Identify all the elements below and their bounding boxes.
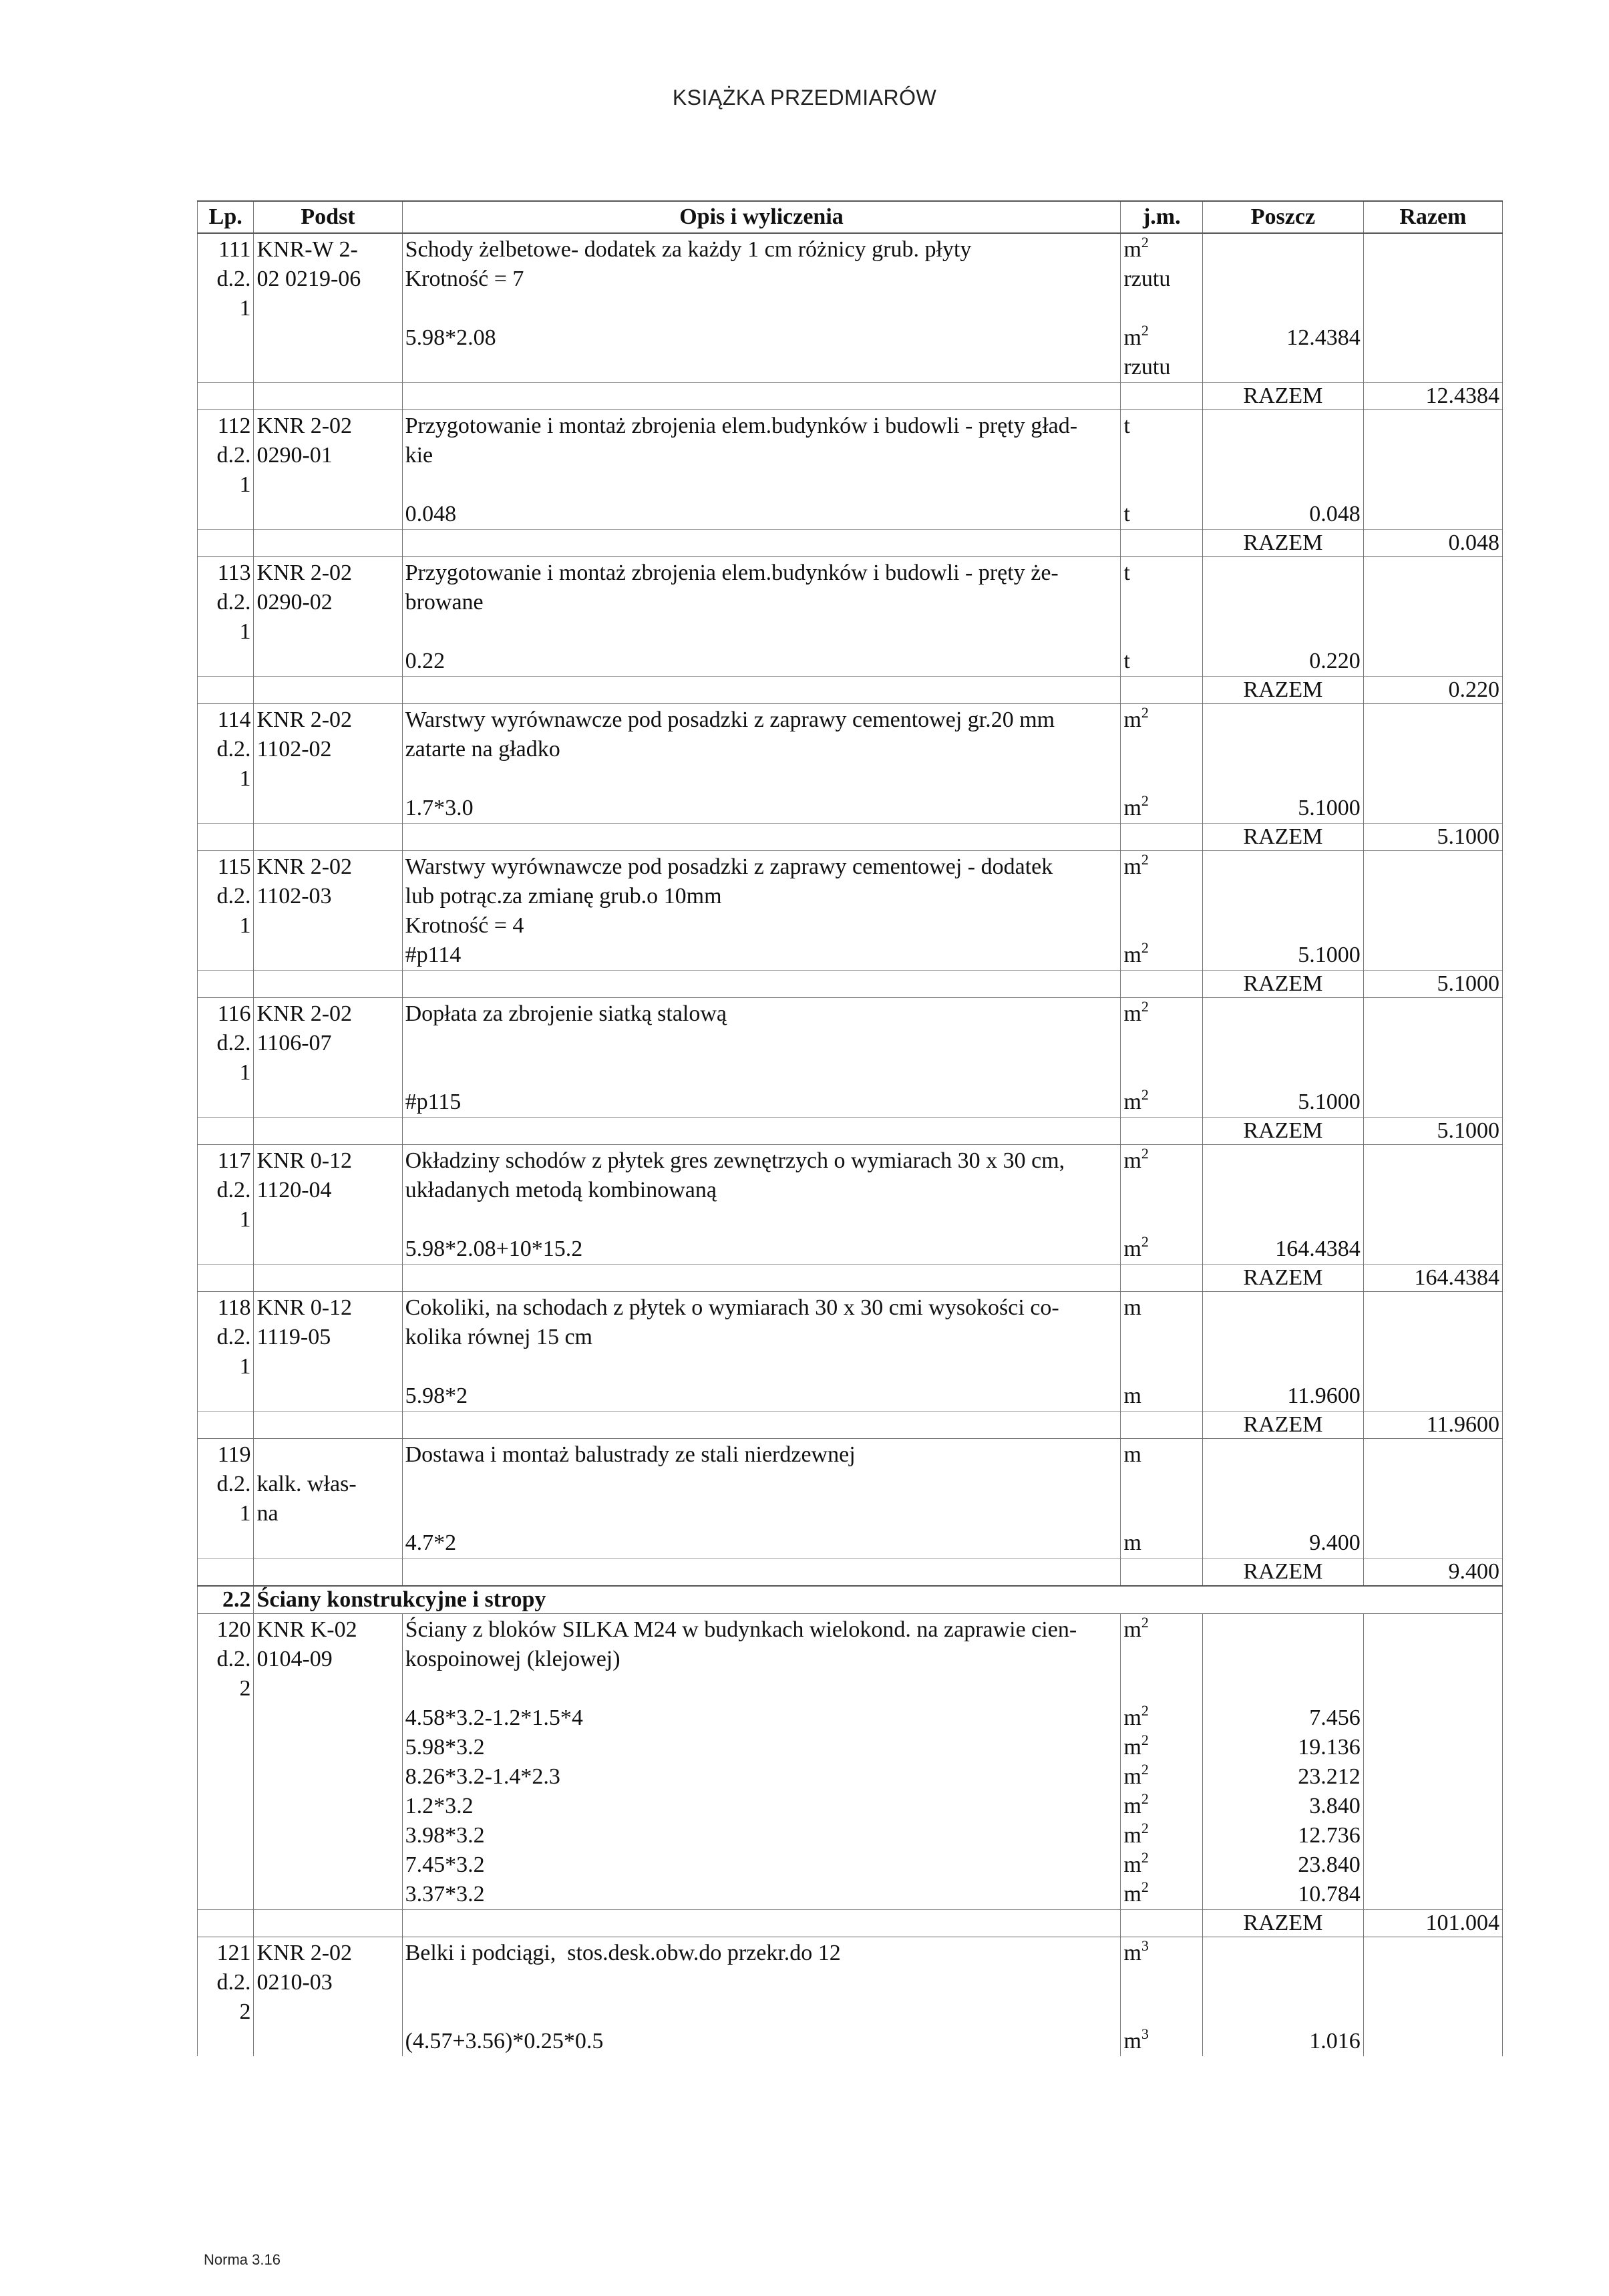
calc-expression: #p115 (402, 1088, 1121, 1118)
calc-jm: $m^2$ (1121, 1762, 1203, 1792)
position-poszcz-empty (1203, 410, 1364, 500)
position-opis: Ściany z bloków SILKA M24 w budynkach wielokond. na zaprawie cien- kospoinowej (klejowej) (402, 1614, 1121, 1704)
calc-value: 23.840 (1203, 1850, 1364, 1880)
razem-lp-empty (198, 530, 254, 557)
calc-value: 7.456 (1203, 1703, 1364, 1733)
position-poszcz-empty (1203, 1937, 1364, 2027)
page-header: KSIĄŻKA PRZEDMIARÓW (672, 86, 937, 110)
calc-row (198, 1235, 1503, 1265)
calc-podst-empty (254, 1528, 402, 1559)
calc-razem-empty (1363, 323, 1502, 383)
position-poszcz-empty (1203, 998, 1364, 1088)
razem-podst-empty (254, 1265, 402, 1292)
calc-row (198, 2027, 1503, 2056)
position-jm: $m^2$ (1121, 1145, 1203, 1235)
razem-value: 11.9600 (1363, 1412, 1502, 1439)
calc-lp-empty (198, 1792, 254, 1821)
calc-value: 3.840 (1203, 1792, 1364, 1821)
calc-jm: $m^3$ (1121, 2027, 1203, 2056)
position-razem-empty (1363, 557, 1502, 647)
calc-expression: 5.98*3.2 (402, 1733, 1121, 1762)
position-podstawa: KNR 2-02 0290-02 (254, 557, 402, 647)
razem-row (198, 1118, 1503, 1145)
calc-expression: 1.2*3.2 (402, 1792, 1121, 1821)
position-opis: Schody żelbetowe- dodatek za każdy 1 cm różnicy grub. płyty Krotność = 7 (402, 233, 1121, 323)
calc-razem-empty (1363, 1733, 1502, 1762)
calc-lp-empty (198, 1821, 254, 1850)
calc-jm: $m^2$ (1121, 1850, 1203, 1880)
razem-lp-empty (198, 1412, 254, 1439)
razem-opis-empty (402, 677, 1121, 704)
position-jm: m (1121, 1292, 1203, 1382)
calc-jm: t (1121, 647, 1203, 677)
calc-expression: 3.37*3.2 (402, 1880, 1121, 1910)
calc-lp-empty (198, 647, 254, 677)
position-jm: m (1121, 1439, 1203, 1529)
calc-lp-empty (198, 500, 254, 530)
calc-row (198, 1821, 1503, 1850)
razem-podst-empty (254, 1118, 402, 1145)
table-header-row (198, 201, 1503, 233)
calc-razem-empty (1363, 794, 1502, 824)
calc-podst-empty (254, 1703, 402, 1733)
calc-value: 5.1000 (1203, 941, 1364, 971)
position-podstawa: kalk. włas- na (254, 1439, 402, 1529)
calc-razem-empty (1363, 1528, 1502, 1559)
position-poszcz-empty (1203, 557, 1364, 647)
position-poszcz-empty (1203, 1145, 1364, 1235)
calc-value: 5.1000 (1203, 794, 1364, 824)
calc-value: 11.9600 (1203, 1381, 1364, 1412)
position-opis: Dopłata za zbrojenie siatką stalową (402, 998, 1121, 1088)
calc-expression: 1.7*3.0 (402, 794, 1121, 824)
position-opis: Okładziny schodów z płytek gres zewnętrzych o wymiarach 30 x 30 cm, układanych metodą kombinowaną (402, 1145, 1121, 1235)
table-body-section-header (198, 1586, 1503, 1614)
calc-lp-empty (198, 1733, 254, 1762)
position-razem-empty (1363, 1937, 1502, 2027)
calc-jm: $m^2$ (1121, 794, 1203, 824)
calc-razem-empty (1363, 1821, 1502, 1850)
razem-label: RAZEM (1203, 1118, 1364, 1145)
position-lp: 114 d.2. 1 (198, 704, 254, 794)
calc-row (198, 1528, 1503, 1559)
position-lp: 112 d.2. 1 (198, 410, 254, 500)
position-razem-empty (1363, 233, 1502, 323)
calc-podst-empty (254, 323, 402, 383)
col-header-poszcz: Poszcz (1203, 201, 1364, 233)
position-row (198, 851, 1503, 941)
position-row (198, 1439, 1503, 1529)
razem-podst-empty (254, 1412, 402, 1439)
razem-label: RAZEM (1203, 1910, 1364, 1937)
position-jm: t (1121, 410, 1203, 500)
calc-row (198, 1381, 1503, 1412)
calc-razem-empty (1363, 1850, 1502, 1880)
razem-opis-empty (402, 1559, 1121, 1587)
razem-lp-empty (198, 1265, 254, 1292)
razem-lp-empty (198, 677, 254, 704)
calc-podst-empty (254, 2027, 402, 2056)
calc-value: 0.220 (1203, 647, 1364, 677)
position-lp: 116 d.2. 1 (198, 998, 254, 1088)
calc-row (198, 323, 1503, 383)
razem-podst-empty (254, 824, 402, 851)
razem-jm-empty (1121, 1118, 1203, 1145)
position-razem-empty (1363, 1292, 1502, 1382)
calc-expression: 4.7*2 (402, 1528, 1121, 1559)
calc-expression: 3.98*3.2 (402, 1821, 1121, 1850)
position-row (198, 557, 1503, 647)
razem-opis-empty (402, 1910, 1121, 1937)
position-razem-empty (1363, 851, 1502, 941)
position-jm: $m^2$ (1121, 1614, 1203, 1704)
calc-value: 1.016 (1203, 2027, 1364, 2056)
razem-jm-empty (1121, 1910, 1203, 1937)
position-razem-empty (1363, 998, 1502, 1088)
razem-podst-empty (254, 530, 402, 557)
position-razem-empty (1363, 704, 1502, 794)
razem-row (198, 1910, 1503, 1937)
position-row (198, 1937, 1503, 2027)
position-opis: Belki i podciągi, stos.desk.obw.do przekr.do 12 (402, 1937, 1121, 2027)
calc-lp-empty (198, 1381, 254, 1412)
position-lp: 119 d.2. 1 (198, 1439, 254, 1529)
razem-row (198, 383, 1503, 410)
position-podstawa: KNR 2-02 0290-01 (254, 410, 402, 500)
position-opis: Cokoliki, na schodach z płytek o wymiarach 30 x 30 cmi wysokości co- kolika równej 15 cm (402, 1292, 1121, 1382)
position-poszcz-empty (1203, 1439, 1364, 1529)
position-jm: $m^2$ (1121, 998, 1203, 1088)
position-poszcz-empty (1203, 1614, 1364, 1704)
razem-row (198, 530, 1503, 557)
calc-row (198, 1733, 1503, 1762)
calc-row (198, 1088, 1503, 1118)
position-jm: t (1121, 557, 1203, 647)
calc-value: 5.1000 (1203, 1088, 1364, 1118)
razem-label: RAZEM (1203, 971, 1364, 998)
calc-podst-empty (254, 647, 402, 677)
razem-podst-empty (254, 1559, 402, 1587)
calc-expression: 5.98*2.08 (402, 323, 1121, 383)
calc-lp-empty (198, 1528, 254, 1559)
position-lp: 111 d.2. 1 (198, 233, 254, 323)
razem-row (198, 1412, 1503, 1439)
col-header-opis: Opis i wyliczenia (402, 201, 1121, 233)
col-header-lp: Lp. (198, 201, 254, 233)
position-razem-empty (1363, 1439, 1502, 1529)
calc-lp-empty (198, 794, 254, 824)
razem-jm-empty (1121, 971, 1203, 998)
calc-jm: $m^2$ (1121, 1792, 1203, 1821)
razem-row (198, 1265, 1503, 1292)
calc-jm: $m^2$ (1121, 941, 1203, 971)
razem-label: RAZEM (1203, 677, 1364, 704)
razem-opis-empty (402, 383, 1121, 410)
calc-podst-empty (254, 1850, 402, 1880)
razem-opis-empty (402, 530, 1121, 557)
razem-jm-empty (1121, 1265, 1203, 1292)
calc-podst-empty (254, 1762, 402, 1792)
position-razem-empty (1363, 1145, 1502, 1235)
razem-label: RAZEM (1203, 1265, 1364, 1292)
position-opis: Dostawa i montaż balustrady ze stali nierdzewnej (402, 1439, 1121, 1529)
position-lp: 117 d.2. 1 (198, 1145, 254, 1235)
razem-opis-empty (402, 1265, 1121, 1292)
calc-row (198, 647, 1503, 677)
razem-row (198, 824, 1503, 851)
position-podstawa: KNR 0-12 1120-04 (254, 1145, 402, 1235)
position-row (198, 233, 1503, 323)
razem-value: 5.1000 (1363, 1118, 1502, 1145)
position-lp: 115 d.2. 1 (198, 851, 254, 941)
position-lp: 113 d.2. 1 (198, 557, 254, 647)
calc-jm: m (1121, 1381, 1203, 1412)
razem-jm-empty (1121, 383, 1203, 410)
calc-value: 164.4384 (1203, 1235, 1364, 1265)
razem-podst-empty (254, 1910, 402, 1937)
razem-value: 0.220 (1363, 677, 1502, 704)
razem-value: 5.1000 (1363, 824, 1502, 851)
position-poszcz-empty (1203, 233, 1364, 323)
razem-lp-empty (198, 824, 254, 851)
calc-expression: 0.048 (402, 500, 1121, 530)
razem-label: RAZEM (1203, 824, 1364, 851)
razem-row (198, 677, 1503, 704)
calc-jm: m (1121, 1528, 1203, 1559)
razem-lp-empty (198, 1559, 254, 1587)
position-row (198, 1145, 1503, 1235)
calc-row (198, 500, 1503, 530)
position-podstawa: KNR 2-02 1102-03 (254, 851, 402, 941)
position-podstawa: KNR K-02 0104-09 (254, 1614, 402, 1704)
table-body-section-2 (198, 1614, 1503, 2057)
calc-podst-empty (254, 1792, 402, 1821)
razem-opis-empty (402, 824, 1121, 851)
position-jm: $m^2$ (1121, 851, 1203, 941)
position-opis: Warstwy wyrównawcze pod posadzki z zaprawy cementowej gr.20 mm zatarte na gładko (402, 704, 1121, 794)
position-podstawa: KNR 2-02 0210-03 (254, 1937, 402, 2027)
calc-expression: 0.22 (402, 647, 1121, 677)
calc-row (198, 1792, 1503, 1821)
razem-value: 9.400 (1363, 1559, 1502, 1587)
razem-podst-empty (254, 971, 402, 998)
razem-jm-empty (1121, 824, 1203, 851)
calc-jm: $m^2$ (1121, 1880, 1203, 1910)
calc-razem-empty (1363, 1703, 1502, 1733)
razem-value: 164.4384 (1363, 1265, 1502, 1292)
calc-value: 10.784 (1203, 1880, 1364, 1910)
position-row (198, 1292, 1503, 1382)
calc-razem-empty (1363, 1088, 1502, 1118)
calc-value: 12.736 (1203, 1821, 1364, 1850)
razem-label: RAZEM (1203, 1412, 1364, 1439)
calc-jm: $m^2$ (1121, 1088, 1203, 1118)
calc-podst-empty (254, 794, 402, 824)
razem-row (198, 1559, 1503, 1587)
position-row (198, 410, 1503, 500)
calc-lp-empty (198, 941, 254, 971)
razem-podst-empty (254, 677, 402, 704)
calc-jm: $m^2$ (1121, 1703, 1203, 1733)
calc-lp-empty (198, 2027, 254, 2056)
calc-razem-empty (1363, 1762, 1502, 1792)
razem-label: RAZEM (1203, 1559, 1364, 1587)
razem-jm-empty (1121, 530, 1203, 557)
calc-value: 0.048 (1203, 500, 1364, 530)
calc-jm: $m^2$ (1121, 1235, 1203, 1265)
position-poszcz-empty (1203, 851, 1364, 941)
calc-value: 23.212 (1203, 1762, 1364, 1792)
calc-lp-empty (198, 1088, 254, 1118)
calc-row (198, 1703, 1503, 1733)
razem-row (198, 971, 1503, 998)
calc-podst-empty (254, 500, 402, 530)
position-opis: Przygotowanie i montaż zbrojenia elem.budynków i budowli - pręty gład- kie (402, 410, 1121, 500)
calc-row (198, 1880, 1503, 1910)
position-opis: Warstwy wyrównawcze pod posadzki z zaprawy cementowej - dodatek lub potrąc.za zmianę grub.o 10mm Krotność = 4 (402, 851, 1121, 941)
calc-value: 12.4384 (1203, 323, 1364, 383)
position-jm: $m^2$ rzutu (1121, 233, 1203, 323)
razem-opis-empty (402, 1412, 1121, 1439)
calc-jm: $m^2$ (1121, 1733, 1203, 1762)
razem-opis-empty (402, 1118, 1121, 1145)
calc-razem-empty (1363, 1880, 1502, 1910)
calc-row (198, 794, 1503, 824)
razem-value: 5.1000 (1363, 971, 1502, 998)
calc-jm: t (1121, 500, 1203, 530)
przedmiar-table (197, 200, 1503, 2056)
page-footer: Norma 3.16 (204, 2251, 281, 2268)
calc-podst-empty (254, 941, 402, 971)
razem-jm-empty (1121, 1559, 1203, 1587)
razem-jm-empty (1121, 677, 1203, 704)
razem-label: RAZEM (1203, 383, 1364, 410)
razem-lp-empty (198, 971, 254, 998)
calc-lp-empty (198, 1762, 254, 1792)
calc-podst-empty (254, 1880, 402, 1910)
razem-lp-empty (198, 1118, 254, 1145)
calc-lp-empty (198, 1703, 254, 1733)
col-header-jm: j.m. (1121, 201, 1203, 233)
position-podstawa: KNR-W 2- 02 0219-06 (254, 233, 402, 323)
calc-razem-empty (1363, 1235, 1502, 1265)
calc-razem-empty (1363, 941, 1502, 971)
calc-lp-empty (198, 323, 254, 383)
col-header-podst: Podst (254, 201, 402, 233)
position-lp: 118 d.2. 1 (198, 1292, 254, 1382)
calc-lp-empty (198, 1235, 254, 1265)
calc-expression: (4.57+3.56)*0.25*0.5 (402, 2027, 1121, 2056)
razem-lp-empty (198, 1910, 254, 1937)
position-razem-empty (1363, 1614, 1502, 1704)
table-body-section-1 (198, 233, 1503, 1586)
position-podstawa: KNR 2-02 1106-07 (254, 998, 402, 1088)
section-number: 2.2 (198, 1586, 254, 1614)
calc-razem-empty (1363, 1381, 1502, 1412)
calc-row (198, 1850, 1503, 1880)
position-podstawa: KNR 0-12 1119-05 (254, 1292, 402, 1382)
position-jm: $m^2$ (1121, 704, 1203, 794)
calc-razem-empty (1363, 2027, 1502, 2056)
position-row (198, 998, 1503, 1088)
calc-podst-empty (254, 1821, 402, 1850)
section-row (198, 1586, 1503, 1614)
calc-expression: 7.45*3.2 (402, 1850, 1121, 1880)
section-title: Ściany konstrukcyjne i stropy (254, 1586, 1503, 1614)
calc-expression: #p114 (402, 941, 1121, 971)
position-poszcz-empty (1203, 1292, 1364, 1382)
calc-expression: 4.58*3.2-1.2*1.5*4 (402, 1703, 1121, 1733)
position-row (198, 704, 1503, 794)
calc-podst-empty (254, 1088, 402, 1118)
calc-row (198, 1762, 1503, 1792)
calc-razem-empty (1363, 1792, 1502, 1821)
position-jm: $m^3$ (1121, 1937, 1203, 2027)
position-podstawa: KNR 2-02 1102-02 (254, 704, 402, 794)
position-opis: Przygotowanie i montaż zbrojenia elem.budynków i budowli - pręty że- browane (402, 557, 1121, 647)
razem-lp-empty (198, 383, 254, 410)
col-header-razem: Razem (1363, 201, 1502, 233)
razem-podst-empty (254, 383, 402, 410)
calc-expression: 5.98*2.08+10*15.2 (402, 1235, 1121, 1265)
calc-razem-empty (1363, 500, 1502, 530)
calc-podst-empty (254, 1381, 402, 1412)
position-lp: 121 d.2. 2 (198, 1937, 254, 2027)
calc-lp-empty (198, 1880, 254, 1910)
calc-value: 19.136 (1203, 1733, 1364, 1762)
razem-value: 12.4384 (1363, 383, 1502, 410)
razem-value: 0.048 (1363, 530, 1502, 557)
calc-expression: 5.98*2 (402, 1381, 1121, 1412)
calc-lp-empty (198, 1850, 254, 1880)
calc-value: 9.400 (1203, 1528, 1364, 1559)
calc-jm: $m^2$ (1121, 1821, 1203, 1850)
calc-row (198, 941, 1503, 971)
calc-expression: 8.26*3.2-1.4*2.3 (402, 1762, 1121, 1792)
calc-razem-empty (1363, 647, 1502, 677)
position-lp: 120 d.2. 2 (198, 1614, 254, 1704)
calc-podst-empty (254, 1733, 402, 1762)
position-razem-empty (1363, 410, 1502, 500)
calc-jm: $m^2$ rzutu (1121, 323, 1203, 383)
razem-value: 101.004 (1363, 1910, 1502, 1937)
position-poszcz-empty (1203, 704, 1364, 794)
razem-jm-empty (1121, 1412, 1203, 1439)
razem-label: RAZEM (1203, 530, 1364, 557)
calc-podst-empty (254, 1235, 402, 1265)
position-row (198, 1614, 1503, 1704)
razem-opis-empty (402, 971, 1121, 998)
